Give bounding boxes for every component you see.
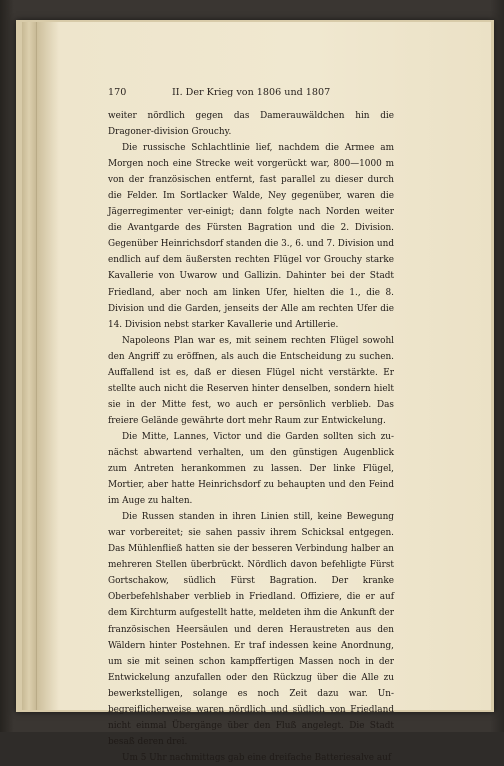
body-text [108,108,394,766]
paragraph: Napoleons Plan war es, mit seinem rechten Flügel sowohl den Angriff zu eröffnen, als auch die Entscheidung zu suchen. Auffallend ist es, daß er diesen Flügel nicht verstärkte. Er stellte auch nicht die Reserven hinter denselben, sondern hielt sie in der Mitte fest, wo auch er persönlich verblieb. Das freiere Gelände gewährte dort mehr Raum zur Entwickelung. [108,335,394,426]
page-number: 170 [108,87,127,98]
paragraph: Die Mitte, Lannes, Victor und die Garden sollten sich zu-nächst abwartend verhalten, um den günstigen Augenblick zum Antreten herankommen zu lassen. Der linke Flügel, Mortier, aber hatte Heinrichsdorf zu behaupten und den Feind im Auge zu halten. [108,431,394,507]
paragraph: Um 5 Uhr nachmittags gab eine dreifache Batteriesalve auf [122,752,392,763]
paragraph: Die Russen standen in ihren Linien still, keine Bewegung war vorbereitet; sie sahen passiv ihrem Schicksal entgegen. Das Mühlenfließ hatten sie der besseren Verbindung halber an mehreren Stellen überbrückt. Nördlich davon befehligte Fürst Gortschakow, südlich Fürst Bagration. Der kranke Oberbefehlshaber verblieb in Friedland. Offiziere, die er auf dem Kirchturm aufgestellt hatte, meldeten ihm die Ankunft der französischen Heersäulen und deren Heraustreten aus den Wäldern hinter Postehnen. Er traf indessen keine Anordnung, um sie mit seinen schon kampffertigen Massen noch in der Entwickelung anzufallen oder den Rückzug über die Alle zu bewerkstelligen, solange es noch Zeit dazu war. Un-begreiflicherweise waren nördlich und südlich von Friedland nicht einmal Übergänge über den Fluß angelegt. Die Stadt besaß deren drei. [108,512,394,747]
paragraph: Die russische Schlachtlinie lief, nachdem die Armee am Morgen noch eine Strecke weit vorgerückt war, 800—1000 m von der französischen entfernt, fast parallel zu dieser durch die Felder. Im Sortlacker Walde, Ney gegenüber, waren die Jägerregimenter ver-einigt; dann folgte nach Norden weiter die Avantgarde des Fürsten Bagration und die 2. Division. Gegenüber Heinrichsdorf standen die 3., 6. und 7. Division und endlich auf dem äußersten rechten Flügel vor Grouchy starke Kavallerie von Uwarow und Gallizin. Dahinter bei der Stadt Friedland, aber noch am linken Ufer, hielten die 1., die 8. Division und die Garden, jenseits der Alle am rechten Ufer die 14. Division nebst starker Kavallerie und Artillerie. [108,143,394,330]
running-title: II. Der Krieg von 1806 und 1807 [172,87,331,98]
paragraph: weiter nördlich gegen das Damerauwäldchen hin die Dragoner-division Grouchy. [108,111,394,138]
page-header [108,87,394,101]
page-gutter [22,22,36,710]
